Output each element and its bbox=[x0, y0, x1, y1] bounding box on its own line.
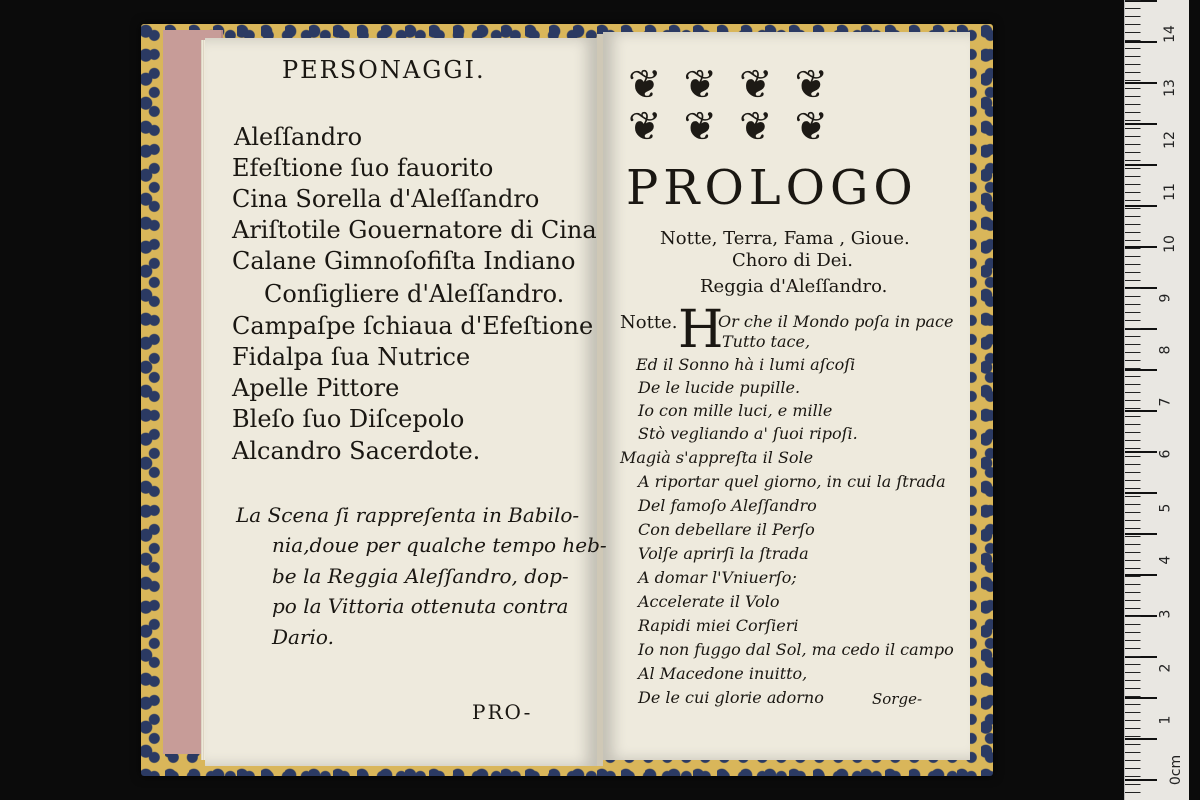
cast-item: Apelle Pittore bbox=[232, 374, 400, 402]
ruler-number: 1 bbox=[1157, 715, 1174, 725]
speaker-label: Notte. bbox=[620, 312, 678, 333]
ruler-number: 12 bbox=[1161, 131, 1178, 149]
cast-item: Fidalpa ſua Nutrice bbox=[232, 343, 471, 371]
verse-line: Magià s'appreſta il Sole bbox=[620, 448, 814, 467]
drop-cap: H bbox=[678, 300, 724, 360]
ruler-number: 7 bbox=[1157, 397, 1174, 407]
verse-line: A domar l'Vniuerſo; bbox=[638, 568, 797, 587]
cast-item: Ariſtotile Gouernatore di Cina bbox=[232, 216, 597, 244]
ruler-number: 6 bbox=[1157, 449, 1174, 459]
ruler-number: 3 bbox=[1157, 609, 1174, 619]
cast-item: Efeſtione ſuo fauorito bbox=[232, 154, 494, 182]
cast-item: Conſigliere d'Aleſſandro. bbox=[264, 280, 565, 308]
ruler-number: 11 bbox=[1161, 183, 1178, 201]
ruler-number: 10 bbox=[1161, 235, 1178, 253]
verse-line: Tutto tace, bbox=[722, 332, 811, 351]
characters-line: Notte, Terra, Fama , Gioue. bbox=[660, 228, 910, 249]
ruler-number: 5 bbox=[1157, 503, 1174, 513]
ruler-unit: 0cm bbox=[1168, 754, 1185, 786]
cast-item: Cina Sorella d'Aleſſandro bbox=[232, 185, 540, 213]
verse-line: Del famoſo Aleſſandro bbox=[638, 496, 817, 515]
verse-line: Volſe aprirſi la ſtrada bbox=[638, 544, 809, 563]
cast-item: Aleſſandro bbox=[234, 123, 363, 151]
verse-line: A riportar quel giorno, in cui la ſtrada bbox=[638, 472, 946, 491]
ruler-number: 14 bbox=[1161, 25, 1178, 43]
scene-line: be la Reggia Aleſſandro, dop- bbox=[272, 564, 569, 588]
verse-line: Con debellare il Perſo bbox=[638, 520, 815, 539]
ruler-number: 8 bbox=[1157, 345, 1174, 355]
verse-line: Stò vegliando a' ſuoi ripoſi. bbox=[638, 424, 858, 443]
ruler-number: 9 bbox=[1157, 293, 1174, 303]
verse-line: Or che il Mondo poſa in pace bbox=[718, 312, 954, 331]
ornament-band: ❦❦❦❦ bbox=[628, 62, 851, 108]
page-heading: PERSONAGGI. bbox=[282, 56, 486, 84]
scene-line: La Scena ſi rappreſenta in Babilo- bbox=[236, 503, 580, 527]
ruler-number: 2 bbox=[1157, 663, 1174, 673]
verse-line: Io con mille luci, e mille bbox=[638, 401, 833, 420]
characters-line: Choro di Dei. bbox=[732, 250, 853, 271]
scene-line: po la Vittoria ottenuta contra bbox=[272, 594, 569, 618]
verse-line: Al Macedone inuitto, bbox=[638, 664, 808, 683]
catchword: Sorge- bbox=[872, 690, 923, 708]
catchword: PRO- bbox=[472, 700, 533, 724]
ruler-minor-ticks bbox=[1125, 0, 1151, 800]
ruler-number: 13 bbox=[1161, 79, 1178, 97]
prologue-title: PROLOGO bbox=[626, 160, 918, 216]
cast-item: Calane Gimnoſofiſta Indiano bbox=[232, 247, 576, 275]
verse-line: De le lucide pupille. bbox=[638, 378, 801, 397]
verse-line: De le cui glorie adorno bbox=[638, 688, 824, 707]
verse-line: Accelerate il Volo bbox=[638, 592, 780, 611]
cast-item: Bleſo ſuo Diſcepolo bbox=[232, 405, 465, 433]
scene-line: Dario. bbox=[272, 625, 334, 649]
cast-item: Campaſpe ſchiaua d'Efeſtione bbox=[232, 312, 594, 340]
verse-line: Ed il Sonno hà i lumi aſcoſi bbox=[636, 355, 856, 374]
verse-line: Rapidi miei Corſieri bbox=[638, 616, 799, 635]
measurement-ruler bbox=[1124, 0, 1189, 800]
ruler-number: 4 bbox=[1157, 555, 1174, 565]
setting-line: Reggia d'Aleſſandro. bbox=[700, 276, 888, 297]
verse-line: Io non fuggo dal Sol, ma cedo il campo bbox=[638, 640, 954, 659]
scene-line: nia,doue per qualche tempo heb- bbox=[272, 533, 607, 557]
ornament-band: ❦❦❦❦ bbox=[628, 104, 851, 150]
cast-item: Alcandro Sacerdote. bbox=[232, 437, 481, 465]
